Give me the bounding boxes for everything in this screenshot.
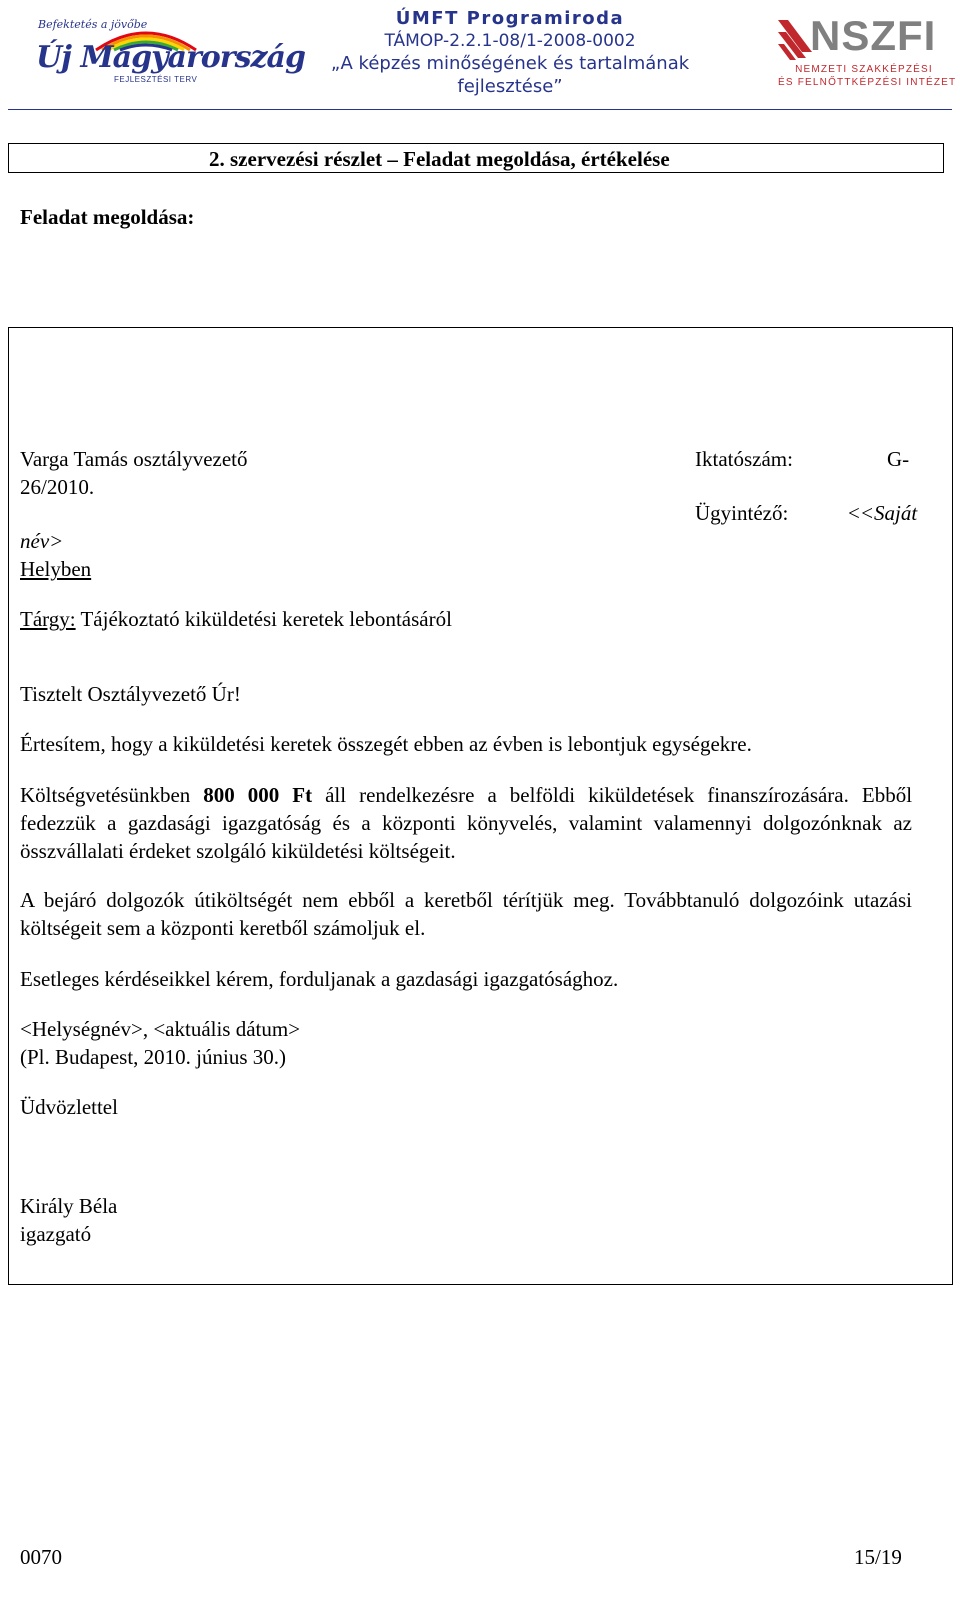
ref-number-label: Iktatószám: bbox=[695, 447, 793, 471]
project-title-line1: „A képzés minőségének és tartalmának bbox=[330, 53, 690, 74]
logo-subtitle: FEJLESZTÉSI TERV bbox=[114, 75, 198, 84]
place-date-example: (Pl. Budapest, 2010. június 30.) bbox=[20, 1045, 286, 1069]
footer-code: 0070 bbox=[20, 1545, 62, 1569]
signer-title: igazgató bbox=[20, 1222, 92, 1246]
case-handler-value-end: név> bbox=[20, 529, 64, 553]
program-office-title: ÚMFT Programiroda bbox=[395, 8, 625, 29]
case-handler-label: Ügyintéző: bbox=[695, 501, 789, 525]
budget-amount: 800 000 Ft bbox=[203, 783, 313, 807]
subject-text: Tájékoztató kiküldetési keretek lebontásáról bbox=[80, 607, 452, 631]
subject-line bbox=[20, 605, 452, 633]
nszfi-line2: ÉS FELNŐTTKÉPZÉSI INTÉZET bbox=[778, 77, 957, 88]
logo-tagline: Befektetés a jövőbe bbox=[38, 18, 148, 31]
ref-number-value-end: 26/2010. bbox=[20, 475, 95, 499]
paragraph-2: Költségvetésünkben 800 000 Ft áll rendelkezésre a belföldi kiküldetések finanszírozására. Ebből fedezzük a gazdasági igazgatóság és a központi könyvelés, valamint valamennyi dolgozónknak az összvállalati érdeket szolgáló kiküldetési költségeit. bbox=[20, 783, 913, 863]
ref-number-value-start: G- bbox=[887, 447, 910, 471]
case-handler-value-start: <<Saját bbox=[848, 501, 918, 525]
section-title-box bbox=[8, 143, 944, 173]
uj-magyarorszag-logo bbox=[30, 14, 305, 90]
solution-label: Feladat megoldása: bbox=[20, 205, 195, 229]
program-code: TÁMOP-2.2.1-08/1-2008-0002 bbox=[384, 31, 636, 51]
paragraph-4: Esetleges kérdéseikkel kérem, forduljanak a gazdasági igazgatósághoz. bbox=[20, 967, 619, 991]
location-line: Helyben bbox=[20, 557, 92, 581]
page-number: 15/19 bbox=[854, 1545, 902, 1569]
nszfi-logo bbox=[776, 12, 957, 92]
header-divider bbox=[8, 109, 952, 110]
program-header bbox=[300, 8, 720, 98]
addressee-line: Varga Tamás osztályvezető bbox=[20, 447, 248, 471]
signer-name: Király Béla bbox=[20, 1194, 118, 1218]
nszfi-line1: NEMZETI SZAKKÉPZÉSI bbox=[795, 64, 933, 75]
nszfi-stripes-icon bbox=[778, 18, 812, 60]
salutation: Tisztelt Osztályvezető Úr! bbox=[20, 682, 241, 706]
case-handler-value-word: <Saját bbox=[859, 501, 918, 525]
project-title-line2: fejlesztése” bbox=[457, 76, 563, 97]
closing: Üdvözlettel bbox=[20, 1095, 118, 1119]
section-title: 2. szervezési részlet – Feladat megoldása, értékelése bbox=[209, 147, 670, 171]
logo-name: Új Magyarország bbox=[36, 40, 305, 75]
subject-label: Tárgy: bbox=[20, 607, 76, 631]
paragraph-1: Értesítem, hogy a kiküldetési keretek összegét ebben az évben is lebontjuk egységekre. bbox=[20, 732, 752, 756]
paragraph-3: A bejáró dolgozók útiköltségét nem ebből a keretből térítjük meg. Továbbtanuló dolgozóink utazási költségeit sem a központi keretből számoljuk el. bbox=[20, 888, 912, 940]
nszfi-wordmark: NSZFI bbox=[810, 12, 937, 59]
place-date-placeholder: <Helységnév>, <aktuális dátum> bbox=[20, 1017, 301, 1041]
